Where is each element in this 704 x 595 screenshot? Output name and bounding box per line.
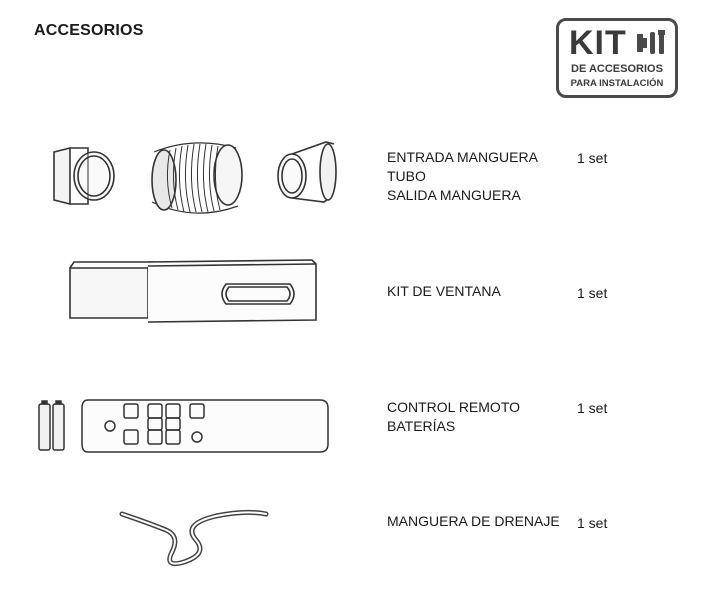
- item-hose-line-1: ENTRADA MANGUERA: [387, 149, 538, 165]
- item-window-qty: 1 set: [577, 285, 608, 301]
- hose-inlet-adapter-icon: [48, 140, 120, 212]
- badge-kit-label: KIT: [569, 24, 627, 62]
- item-drain-qty: 1 set: [577, 515, 608, 531]
- hose-tube-icon: [144, 130, 248, 222]
- item-hose-qty: 1 set: [577, 150, 608, 166]
- badge-line-1: DE ACCESORIOS: [571, 63, 663, 75]
- item-remote-text: [387, 398, 520, 436]
- page-title: ACCESORIOS: [34, 22, 144, 39]
- item-remote-line-1: CONTROL REMOTO: [387, 399, 521, 415]
- item-drain-line-1: MANGUERA DE DRENAJE: [387, 513, 560, 529]
- hose-outlet-adapter-icon: [268, 138, 340, 208]
- window-kit-icon: [64, 256, 320, 328]
- item-hose-text: [387, 148, 538, 205]
- item-hose-line-2: TUBO: [387, 168, 426, 184]
- item-hose-line-3: SALIDA MANGUERA: [387, 187, 521, 203]
- drain-hose-icon: [116, 500, 276, 572]
- item-window-line-1: KIT DE VENTANA: [387, 283, 501, 299]
- item-drain-text: [387, 512, 560, 531]
- item-remote-line-2: BATERÍAS: [387, 418, 456, 434]
- tools-icon: [631, 28, 675, 58]
- batteries-icon: [36, 398, 68, 454]
- accessory-kit-badge: [556, 18, 678, 98]
- remote-control-icon: [80, 396, 330, 456]
- item-remote-qty: 1 set: [577, 400, 608, 416]
- badge-line-2: PARA INSTALACIÓN: [570, 78, 664, 89]
- item-window-text: [387, 282, 501, 301]
